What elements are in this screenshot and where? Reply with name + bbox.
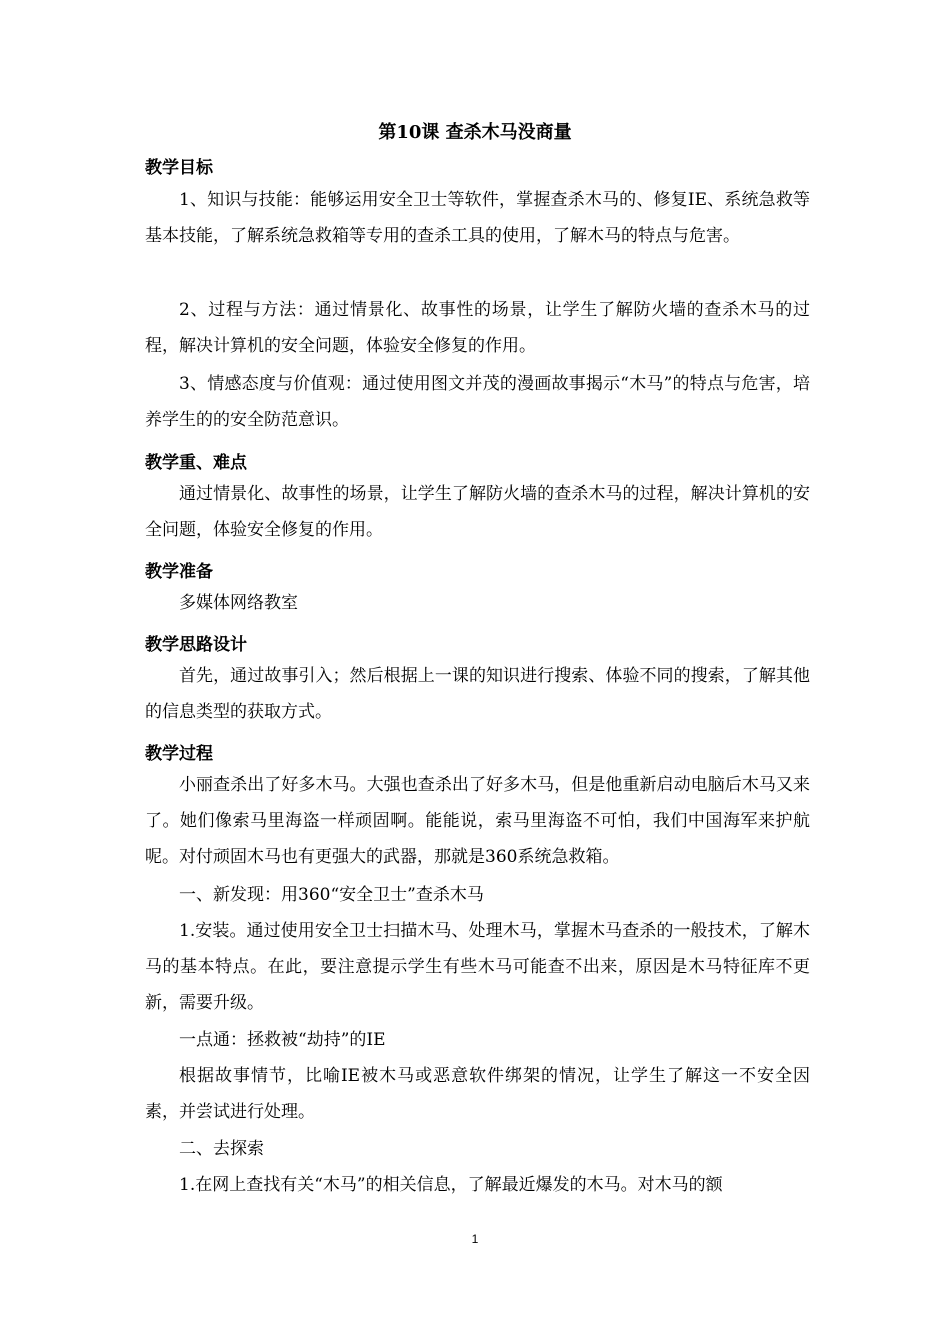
paragraph-goals-1: 1、知识与技能：能够运用安全卫士等软件，掌握查杀木马的、修复IE、系统急救等基本技能，了解系统急救箱等专用的查杀工具的使用，了解木马的特点与危害。	[145, 190, 810, 246]
heading-key-points: 教学重、难点	[145, 453, 247, 473]
paragraph-process-2: 一、新发现：用360“安全卫士”查杀木马	[179, 885, 484, 905]
paragraph-process-7: 1.在网上查找有关“木马”的相关信息，了解最近爆发的木马。对木马的额	[179, 1175, 723, 1195]
paragraph-process-1: 小丽查杀出了好多木马。大强也查杀出了好多木马，但是他重新启动电脑后木马又来了。她们像索马里海盗一样顽固啊。能能说，索马里海盗不可怕，我们中国海军来护航呢。对付顽固木马也有更强大的武器，那就是360系统急救箱。	[145, 775, 810, 867]
heading-preparation: 教学准备	[145, 562, 213, 582]
heading-process: 教学过程	[145, 744, 213, 764]
heading-design: 教学思路设计	[145, 635, 247, 655]
paragraph-process-4: 一点通：拯救被“劫持”的IE	[179, 1030, 386, 1050]
page-title: 第10课 查杀木马没商量	[378, 122, 572, 143]
paragraph-preparation: 多媒体网络教室	[179, 593, 298, 613]
paragraph-goals-2: 2、过程与方法：通过情景化、故事性的场景，让学生了解防火墙的查杀木马的过程，解决计算机的安全问题，体验安全修复的作用。	[145, 300, 810, 356]
paragraph-process-6: 二、去探索	[179, 1139, 264, 1159]
heading-goals: 教学目标	[145, 158, 213, 178]
paragraph-design: 首先，通过故事引入；然后根据上一课的知识进行搜索、体验不同的搜索，了解其他的信息类型的获取方式。	[145, 666, 810, 722]
paragraph-key-points: 通过情景化、故事性的场景，让学生了解防火墙的查杀木马的过程，解决计算机的安全问题，体验安全修复的作用。	[145, 484, 810, 540]
paragraph-goals-3: 3、情感态度与价值观：通过使用图文并茂的漫画故事揭示“木马”的特点与危害，培养学生的的安全防范意识。	[145, 374, 810, 430]
paragraph-process-3: 1.安装。通过使用安全卫士扫描木马、处理木马，掌握木马查杀的一般技术，了解木马的基本特点。在此，要注意提示学生有些木马可能查不出来，原因是木马特征库不更新，需要升级。	[145, 921, 810, 1013]
page-number: 1	[471, 1232, 479, 1246]
paragraph-process-5: 根据故事情节，比喻IE被木马或恶意软件绑架的情况，让学生了解这一不安全因素，并尝试进行处理。	[145, 1066, 810, 1122]
